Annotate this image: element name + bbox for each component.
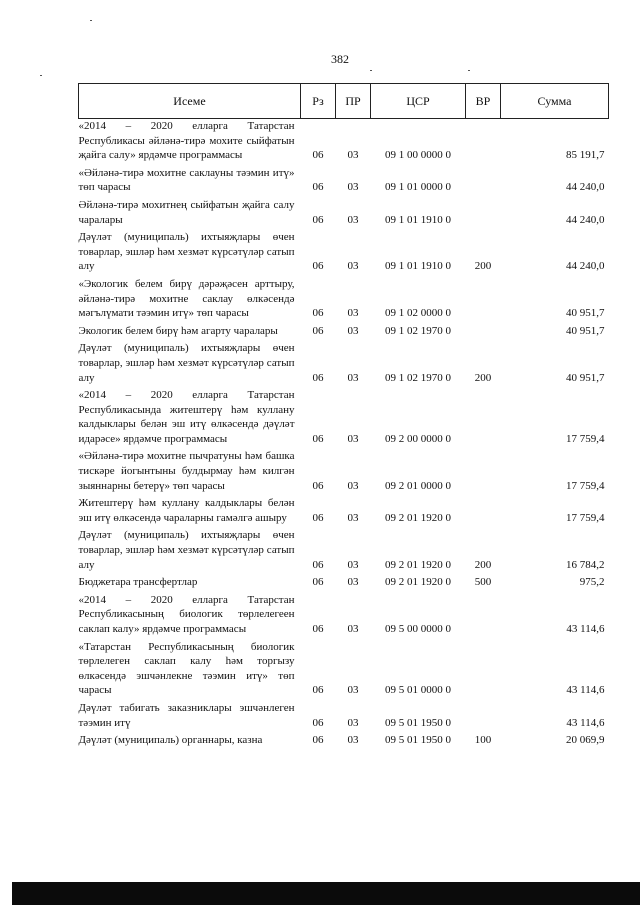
- table-row: [79, 341, 609, 388]
- table-row: [79, 388, 609, 449]
- cell-vr: [466, 166, 501, 198]
- cell-vr: [466, 496, 501, 528]
- cell-name: «2014 – 2020 елларга Татарстан Республикасының биологик төрлелегеен саклап калу» ярдәмче программасы: [78, 593, 295, 635]
- cell-sum: 43 114,6: [566, 716, 605, 729]
- cell-vr: 500: [474, 576, 492, 589]
- cell-name: «Әйләнә-тирә мохитне саклауны тәэмин итү» төп чарасы: [78, 166, 295, 194]
- cell-name: Житештерү һәм куллану калдыклары белән эш итү өлкәсендә чараларны гамәлгә ашыру: [78, 497, 295, 524]
- cell-pr: 03: [347, 149, 359, 162]
- cell-name: «2014 – 2020 елларга Татарстан Республикасы әйләнә-тирә мохите сыйфатын җайга салу» ярдәмче программасы: [78, 120, 295, 162]
- header-pr: ПР: [336, 84, 371, 119]
- table-row: [79, 640, 609, 701]
- cell-sum: 44 240,0: [566, 260, 605, 273]
- header-sum: Сумма: [501, 84, 609, 119]
- cell-sum: 85 191,7: [566, 149, 605, 162]
- cell-vr: 200: [474, 260, 492, 273]
- cell-sum: 17 759,4: [566, 479, 605, 492]
- cell-csr: 09 2 00 0000 0: [385, 432, 451, 445]
- cell-csr: 09 1 01 0000 0: [385, 181, 451, 194]
- cell-csr: 09 2 01 0000 0: [385, 479, 451, 492]
- cell-rz: 06: [312, 684, 324, 697]
- cell-vr: [466, 119, 501, 166]
- cell-vr: [466, 640, 501, 701]
- cell-vr: [466, 277, 501, 324]
- table-row: [79, 230, 609, 277]
- cell-pr: 03: [347, 558, 359, 571]
- cell-csr: 09 1 01 1910 0: [385, 260, 451, 273]
- cell-csr: 09 2 01 1920 0: [385, 558, 451, 571]
- cell-pr: 03: [347, 734, 359, 747]
- cell-pr: 03: [347, 576, 359, 589]
- cell-vr: 200: [474, 558, 492, 571]
- cell-rz: 06: [312, 213, 324, 226]
- cell-sum: 17 759,4: [566, 432, 605, 445]
- cell-pr: 03: [347, 716, 359, 729]
- table-row: [79, 593, 609, 640]
- cell-rz: 06: [312, 307, 324, 320]
- table-row: [79, 449, 609, 496]
- header-rz: Рз: [301, 84, 336, 119]
- cell-sum: 43 114,6: [566, 684, 605, 697]
- page-number: 382: [331, 52, 349, 66]
- scan-bottom-bar: [12, 882, 640, 905]
- cell-rz: 06: [312, 734, 324, 747]
- table-row: [79, 733, 609, 751]
- table-row: [79, 496, 609, 528]
- cell-pr: 03: [347, 623, 359, 635]
- table-row: [79, 119, 609, 166]
- cell-sum: 40 951,7: [566, 324, 605, 337]
- cell-vr: [466, 324, 501, 342]
- cell-pr: 03: [347, 260, 359, 273]
- cell-csr: 09 5 01 0000 0: [385, 684, 451, 697]
- cell-pr: 03: [347, 213, 359, 226]
- cell-csr: 09 5 01 1950 0: [385, 734, 451, 747]
- cell-name: «Экологик белем бирү дәрәҗәсен арттыру, әйләнә-тирә мохитне саклау өлкәсендә мәгълүмати тәэмин итү» төп чарасы: [78, 277, 295, 320]
- table-row: [79, 277, 609, 324]
- cell-sum: 40 951,7: [566, 371, 605, 384]
- cell-name: Әйләнә-тирә мохитнең сыйфатын җайга салу чаралары: [78, 198, 295, 226]
- cell-vr: [466, 388, 501, 449]
- cell-sum: 17 759,4: [566, 511, 605, 524]
- cell-name: Дәүләт (муниципаль) ихтыяҗлары өчен товарлар, эшләр һәм хезмәт күрсәтүләр сатып алу: [78, 529, 295, 571]
- cell-rz: 06: [312, 623, 324, 635]
- scan-speck: [90, 20, 92, 21]
- cell-csr: 09 1 01 1910 0: [385, 213, 451, 226]
- cell-rz: 06: [312, 511, 324, 524]
- budget-table: [78, 83, 609, 751]
- cell-pr: 03: [347, 479, 359, 492]
- cell-sum: 16 784,2: [566, 558, 605, 571]
- cell-csr: 09 5 01 1950 0: [385, 716, 451, 729]
- cell-rz: 06: [312, 149, 324, 162]
- scan-speck: [468, 70, 470, 71]
- header-vr: ВР: [466, 84, 501, 119]
- cell-csr: 09 1 02 1970 0: [385, 324, 451, 337]
- cell-csr: 09 2 01 1920 0: [385, 511, 451, 524]
- cell-rz: 06: [312, 181, 324, 194]
- cell-vr: [466, 449, 501, 496]
- cell-sum: 44 240,0: [566, 181, 605, 194]
- cell-vr: [466, 198, 501, 230]
- cell-csr: 09 1 02 1970 0: [385, 371, 451, 384]
- cell-vr: 200: [474, 371, 492, 384]
- table-row: [79, 166, 609, 198]
- scan-speck: [370, 70, 372, 71]
- cell-name: Дәүләт табигать заказниклары эшчәнлеген тәэмин итү: [78, 701, 295, 729]
- cell-sum: 975,2: [579, 576, 605, 589]
- header-name: Исеме: [79, 84, 301, 119]
- cell-sum: 40 951,7: [566, 307, 605, 320]
- cell-pr: 03: [347, 307, 359, 320]
- cell-name: «2014 – 2020 елларга Татарстан Республикасында житештерү һәм куллану калдыклары белән эш итү өлкәсендә дәүләт идарәсе» ярдәмче программасы: [78, 389, 295, 445]
- cell-rz: 06: [312, 716, 324, 729]
- cell-rz: 06: [312, 479, 324, 492]
- table-row: [79, 575, 609, 593]
- scan-speck: [40, 75, 42, 76]
- cell-vr: [466, 593, 501, 640]
- table-row: [79, 198, 609, 230]
- table-row: [79, 324, 609, 342]
- cell-csr: 09 1 02 0000 0: [385, 307, 451, 320]
- cell-sum: 43 114,6: [566, 623, 605, 635]
- cell-rz: 06: [312, 371, 324, 384]
- cell-name: Экологик белем бирү һәм агарту чаралары: [78, 324, 278, 337]
- table-row: [79, 528, 609, 575]
- cell-pr: 03: [347, 371, 359, 384]
- cell-vr: [466, 701, 501, 733]
- table-header-row: [79, 84, 609, 119]
- header-csr: ЦСР: [371, 84, 466, 119]
- cell-name: «Әйләнә-тирә мохитне пычратуны һәм башка тискәре йогынтыны булдырмау һәм килгән зыяннарны бетерү» төп чарасы: [78, 450, 295, 492]
- cell-sum: 44 240,0: [566, 213, 605, 226]
- cell-rz: 06: [312, 260, 324, 273]
- cell-rz: 06: [312, 558, 324, 571]
- cell-csr: 09 5 00 0000 0: [385, 623, 451, 635]
- cell-vr: 100: [474, 734, 492, 747]
- cell-name: Дәүләт (муниципаль) ихтыяҗлары өчен товарлар, эшләр һәм хезмәт күрсәтүләр сатып алу: [78, 342, 295, 384]
- cell-rz: 06: [312, 324, 324, 337]
- cell-rz: 06: [312, 576, 324, 589]
- cell-pr: 03: [347, 511, 359, 524]
- cell-rz: 06: [312, 432, 324, 445]
- cell-name: «Татарстан Республикасының биологик төрлелеген саклап калу һәм торгызу өлкәсендә эшчәнлекне тәэмин итү» төп чарасы: [78, 640, 295, 697]
- cell-pr: 03: [347, 432, 359, 445]
- cell-name: Бюджетара трансфертлар: [78, 576, 198, 589]
- cell-name: Дәүләт (муниципаль) ихтыяҗлары өчен товарлар, эшләр һәм хезмәт күрсәтүләр сатып алу: [78, 231, 295, 273]
- cell-pr: 03: [347, 324, 359, 337]
- cell-csr: 09 1 00 0000 0: [385, 149, 451, 162]
- cell-csr: 09 2 01 1920 0: [385, 576, 451, 589]
- cell-pr: 03: [347, 684, 359, 697]
- cell-pr: 03: [347, 181, 359, 194]
- table-row: [79, 701, 609, 733]
- cell-sum: 20 069,9: [566, 734, 605, 747]
- cell-name: Дәүләт (муниципаль) органнары, казна: [78, 734, 263, 747]
